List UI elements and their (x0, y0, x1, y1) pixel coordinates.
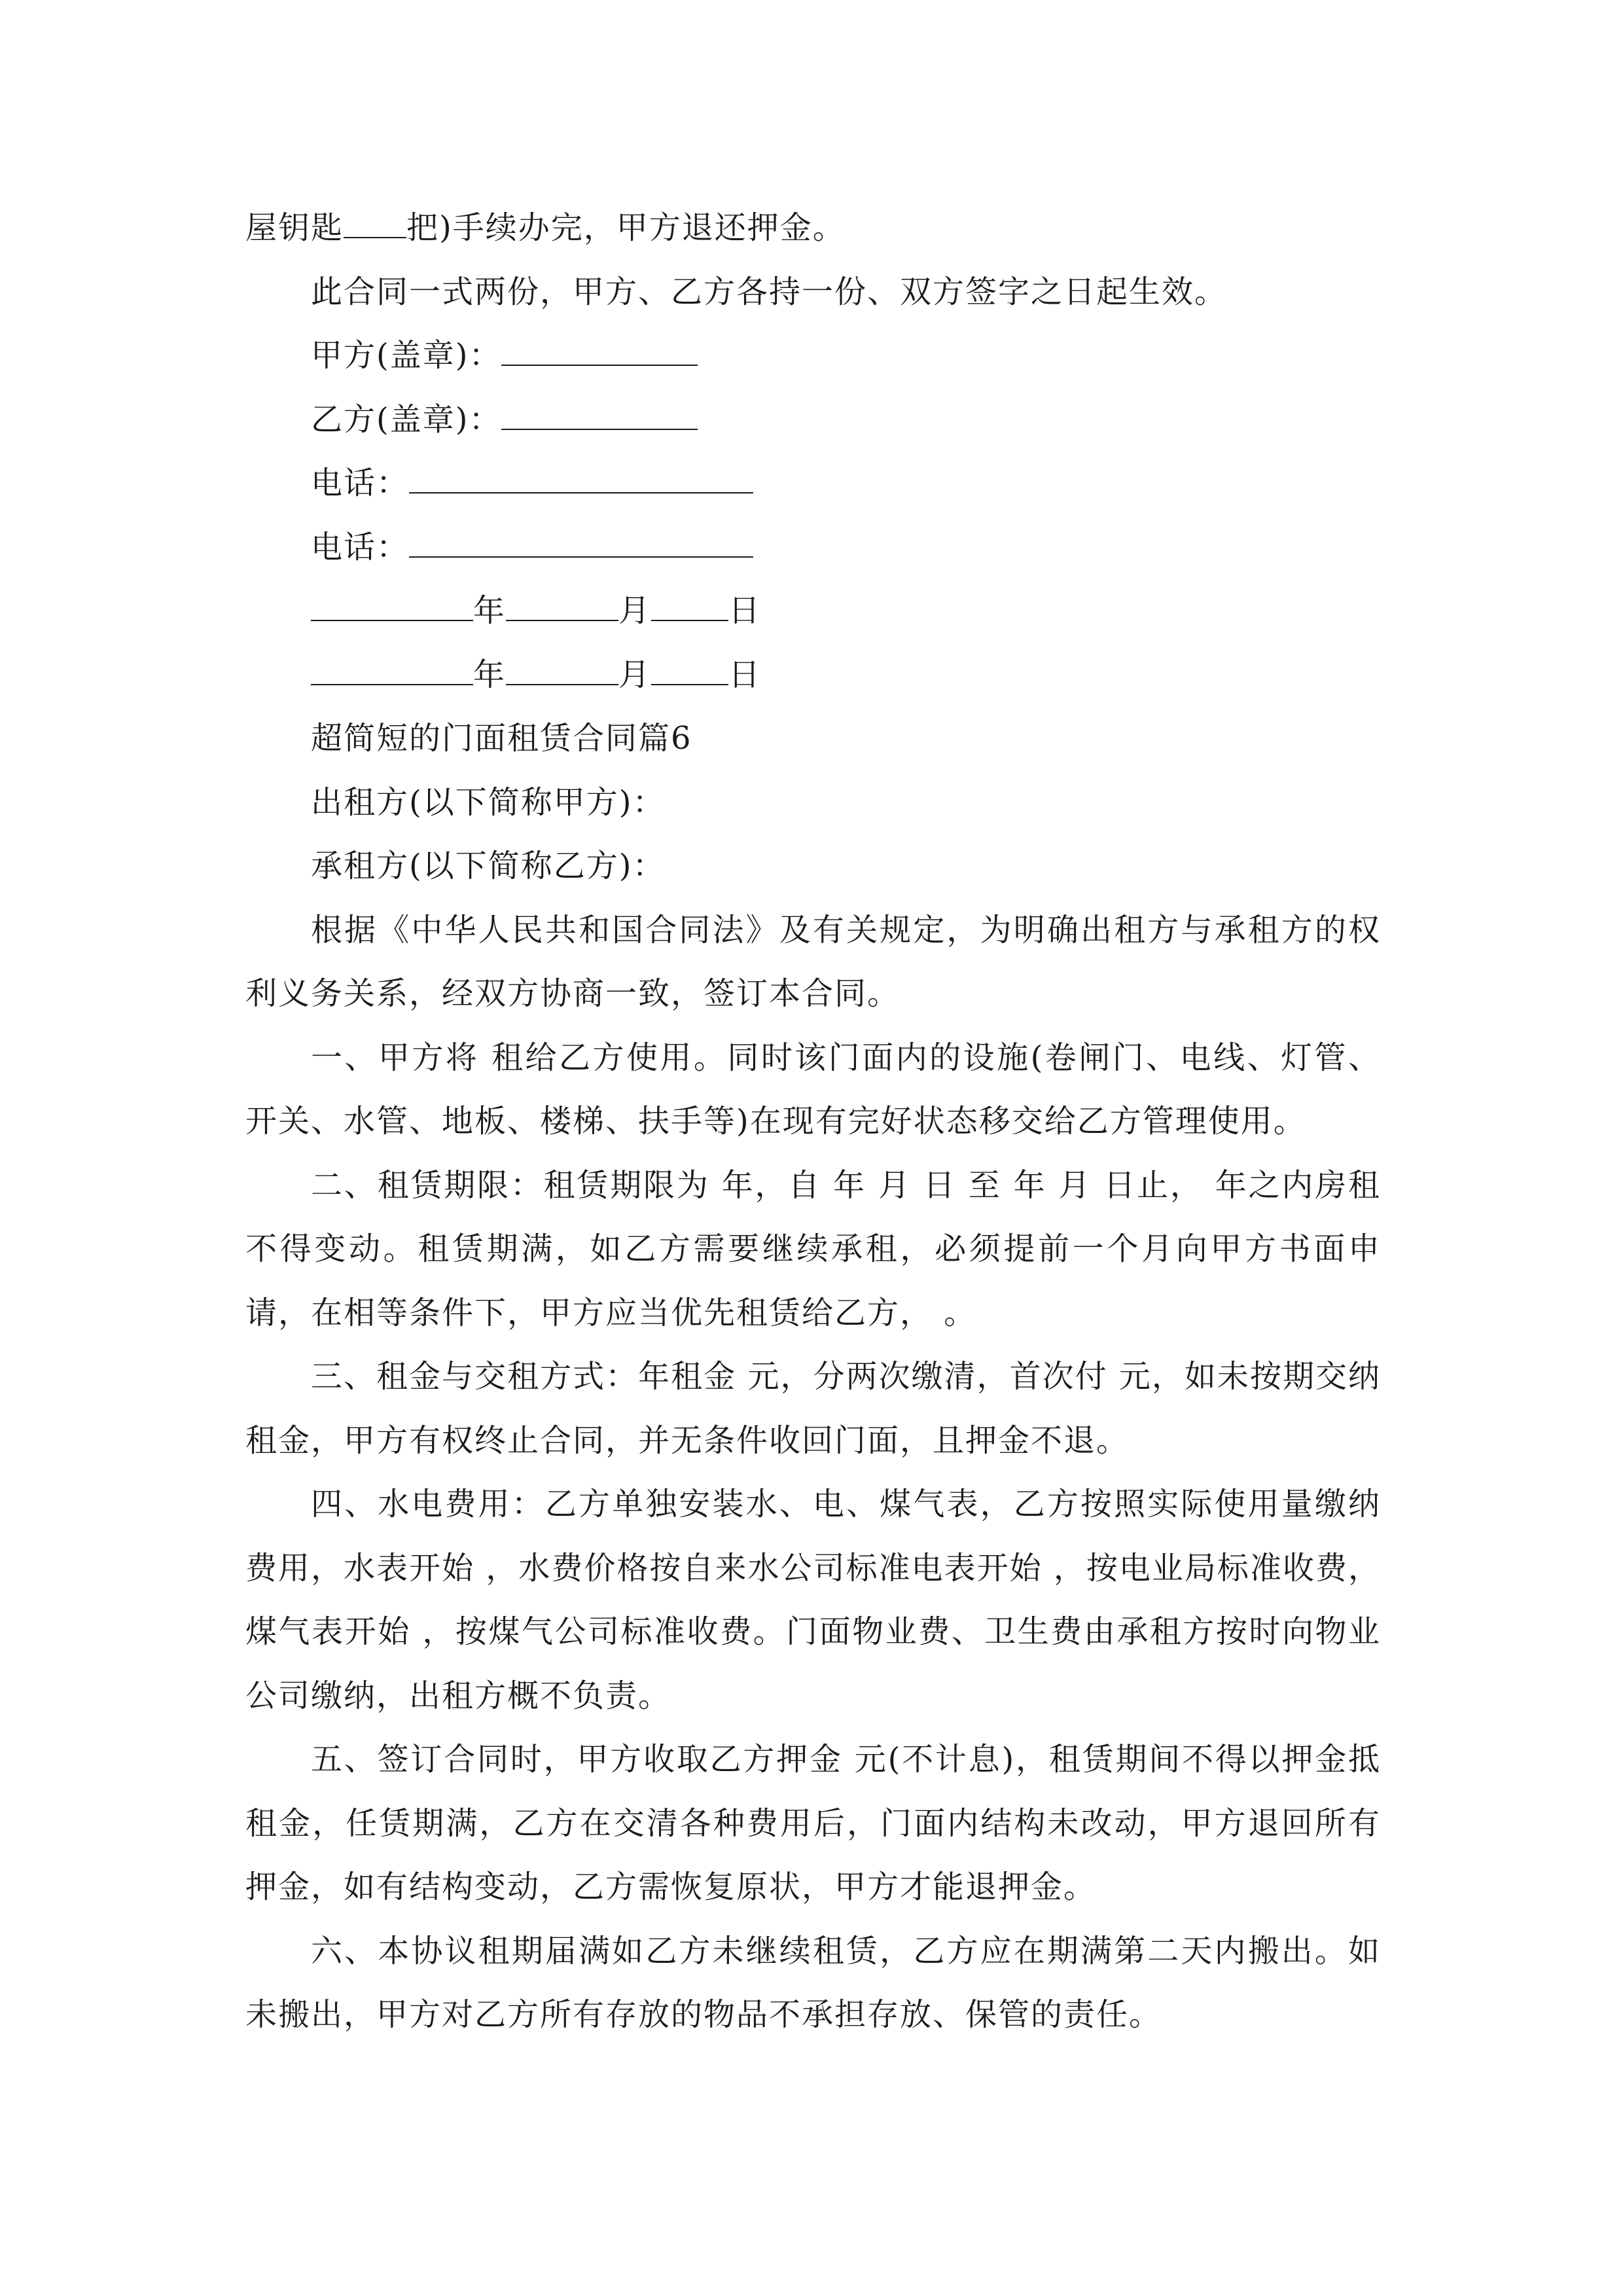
day-char-1: 日 (728, 592, 762, 629)
month-char-1: 月 (618, 592, 652, 629)
preamble-paragraph: 根据《中华人民共和国合同法》及有关规定，为明确出租方与承租方的权利义务关系，经双方协商一致，签订本合同。 (245, 911, 1381, 1012)
lessee-label: 承租方(以下简称乙方)： (311, 848, 666, 884)
section-title: 超简短的门面租赁合同篇6 (311, 720, 692, 757)
clause-2-paragraph: 二、租赁期限：租赁期限为 年，自 年 月 日 至 年 月 日止， 年之内房租不得变动。租赁期满，如乙方需要继续承租，必须提前一个月向甲方书面申请，在相等条件下，甲方应当优先租赁给乙方， 。 (245, 1166, 1381, 1331)
lessor-label: 出租方(以下简称甲方)： (311, 783, 666, 821)
clause-4-paragraph: 四、水电费用：乙方单独安装水、电、煤气表，乙方按照实际使用量缴纳费用，水表开始 ，水费价格按自来水公司标准电表开始 ，按电业局标准收费，煤气表开始 ，按煤气公司标准收费。门面物业费、卫生费由承租方按时向物业公司缴纳，出租方概不负责。 (245, 1486, 1381, 1714)
party-b-label: 乙方(盖章)： (311, 401, 502, 438)
year-char-1: 年 (473, 592, 507, 629)
clause-6-paragraph: 六、本协议租期届满如乙方未继续租赁，乙方应在期满第二天内搬出。如未搬出，甲方对乙方所有存放的物品不承担存放、保管的责任。 (245, 1932, 1381, 2033)
day-blank-2 (651, 650, 728, 685)
clause-3-paragraph: 三、租金与交租方式：年租金 元，分两次缴清，首次付 元，如未按期交纳租金，甲方有权终止合同，并无条件收回门面，且押金不退。 (245, 1358, 1381, 1459)
party-b-blank (501, 395, 698, 430)
day-blank-1 (651, 586, 728, 621)
phone-blank-2 (409, 522, 753, 558)
clause-5-paragraph: 五、签订合同时，甲方收取乙方押金 元(不计息)，租赁期间不得以押金抵租金，任赁期满，乙方在交清各种费用后，门面内结构未改动，甲方退回所有押金，如有结构变动，乙方需恢复原状，甲方才能退押金。 (245, 1741, 1381, 1905)
year-blank-1 (311, 586, 473, 621)
key-count-blank (344, 203, 406, 238)
key-return-line (245, 196, 1381, 260)
phone-line-2 (245, 516, 1381, 580)
party-a-signature-line (245, 324, 1381, 388)
key-return-suffix: 把)手续办完，甲方退还押金。 (406, 209, 846, 246)
month-blank-2 (506, 650, 618, 685)
phone-label-2: 电话： (311, 528, 410, 565)
party-a-blank (501, 331, 698, 366)
date-line-1 (245, 579, 1381, 643)
month-blank-1 (506, 586, 618, 621)
key-return-prefix: 屋钥匙 (245, 209, 344, 246)
phone-blank-1 (409, 458, 753, 493)
contract-body (245, 196, 1381, 2047)
year-char-2: 年 (473, 656, 507, 693)
day-char-2: 日 (728, 656, 762, 693)
year-blank-2 (311, 650, 473, 685)
phone-line-1 (245, 452, 1381, 516)
month-char-2: 月 (618, 656, 652, 693)
party-a-label: 甲方(盖章)： (311, 337, 502, 374)
date-line-2 (245, 643, 1381, 708)
copies-clause: 此合同一式两份，甲方、乙方各持一份、双方签字之日起生效。 (311, 273, 1228, 310)
clause-1-paragraph: 一、甲方将 租给乙方使用。同时该门面内的设施(卷闸门、电线、灯管、开关、水管、地板、楼梯、扶手等)在现有完好状态移交给乙方管理使用。 (245, 1039, 1381, 1139)
party-b-signature-line (245, 388, 1381, 452)
phone-label-1: 电话： (311, 465, 410, 501)
